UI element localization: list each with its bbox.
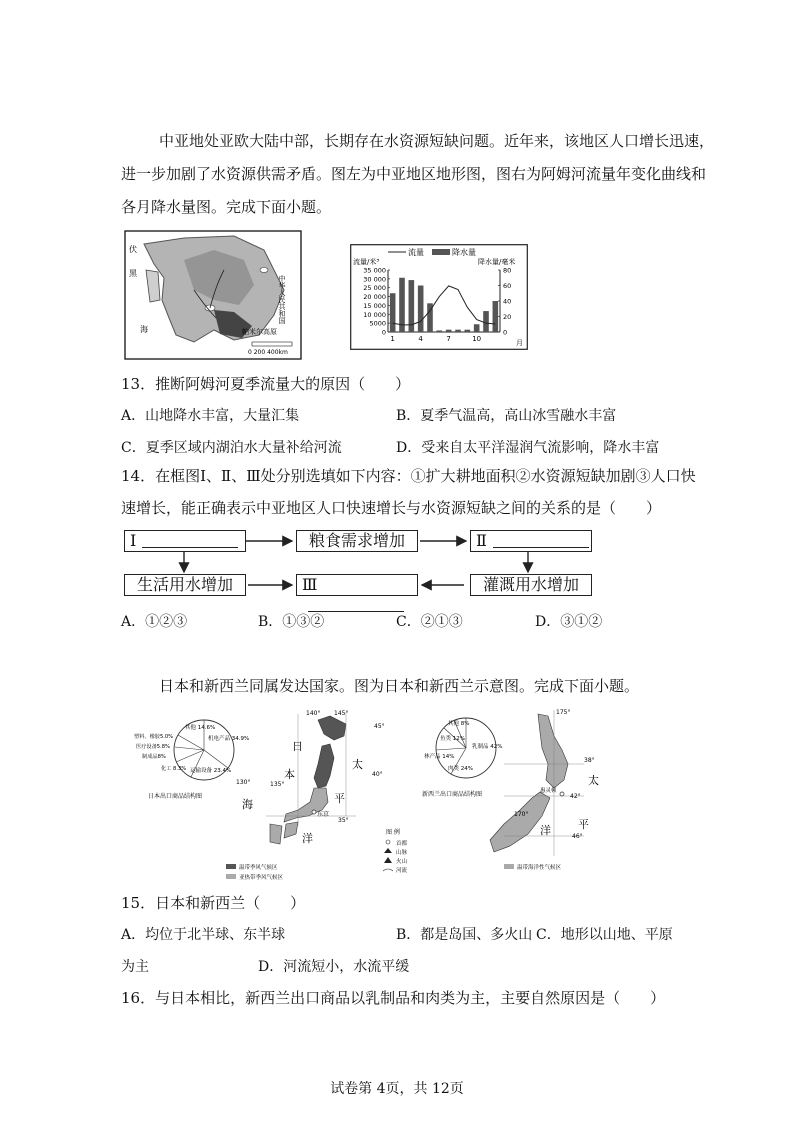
jp-35: 35° [338,817,349,824]
jp-legend-mountain: 山脉 [396,850,408,856]
subtropical-swatch [226,874,236,879]
right-tick-label: 40 [503,297,512,306]
legend-precip-label: 降水量 [452,248,476,257]
jp-145: 145° [334,710,349,717]
left-tick-label: 20 000 [363,293,386,302]
q14-option-d[interactable]: D．③①② [535,614,603,630]
precip-bar [455,330,461,332]
nz-pie-forest: 林产品 14% [424,754,455,760]
nz-pie-fish: 鱼类 12% [440,736,465,742]
right-unit: 降水量/毫米 [478,258,516,266]
nz-wellington: 惠灵顿 [540,788,557,794]
jp-ping: 平 [334,792,345,805]
wellington-capital-icon [560,792,564,796]
right-tick-label: 60 [503,282,512,290]
left-tick-label: 35 000 [363,266,386,275]
nz-46: 46° [572,833,583,840]
q15-option-c-continued: 为主 [121,959,149,975]
precip-bar [483,311,489,332]
precip-bar [437,330,443,332]
box-domestic-water: 生活用水增加 [124,574,246,596]
nz-climate: 温带海洋性气候区 [517,865,562,871]
amu-darya-chart [350,244,528,350]
nz-42: 42° [570,793,581,800]
left-tick-label: 5000 [369,319,386,328]
jp-legend-title: 图 例 [386,829,400,836]
q13-option-a[interactable]: A．山地降水丰富，大量汇集 [121,408,300,424]
jp-tai: 太 [352,758,363,771]
right-tick-label: 0 [503,328,508,337]
q14-line1: 14．在框图Ⅰ、Ⅱ、Ⅲ处分别选填如下内容：①扩大耕地面积②水资源短缺加剧③人口快 [121,467,696,485]
jp-legend-capital: 首都 [396,841,408,847]
q15-option-d[interactable]: D．河流短小，水流平缓 [258,959,410,975]
box-ii: Ⅱ [470,530,592,552]
x-unit: 月 [516,339,523,347]
jp-45: 45° [374,723,385,730]
x-tick-label: 10 [472,335,482,343]
x-tick-label: 4 [418,335,423,343]
intro1-line3: 各月降水量图。完成下面小题。 [121,198,332,216]
left-tick-label: 10 000 [363,310,386,319]
left-tick-label: 30 000 [363,275,386,284]
map1-label-4: 中华人民共和国 [278,275,286,324]
intro1-line2: 进一步加剧了水资源供需矛盾。图左为中亚地区地形图，图右为阿姆河流量年变化曲线和 [121,165,707,183]
nz-38: 38° [584,757,595,764]
mountain-icon [384,848,392,853]
precip-bar [465,330,471,332]
left-tick-label: 0 [381,328,386,337]
q15-option-b[interactable]: B．都是岛国、多火山 [396,927,533,943]
map1-label-0: 伏 [129,245,137,254]
nz-ping: 平 [578,818,589,831]
central-asia-map [124,230,302,360]
precip-bar [474,324,480,332]
jp-climate-2: 亚热带季风气候区 [239,875,284,881]
capital-icon [386,840,390,844]
precip-bar [390,293,396,332]
jp-pie-electromech: 机电产品 34.9% [208,736,250,742]
left-unit: 流量/米³ [353,258,380,266]
jp-140: 140° [306,710,321,717]
left-tick-label: 15 000 [363,301,386,310]
jp-tokyo: 东京 [317,811,330,818]
map1-label-1: 黑 [129,269,137,278]
intro2: 日本和新西兰同属发达国家。图为日本和新西兰示意图。完成下面小题。 [159,677,640,695]
nz-map [484,706,602,876]
q13-option-b[interactable]: B．夏季气温高，高山冰雪融水丰富 [396,408,617,424]
jp-ri: 日 [292,740,303,753]
nz-tai: 太 [588,774,599,787]
q14-option-b[interactable]: B．①③② [258,614,325,630]
map1-scale: 0 200 400km [248,349,288,356]
box-i: Ⅰ [124,530,246,552]
q13-stem: 13．推断阿姆河夏季流量大的原因（ ） [121,375,411,393]
oceanic-swatch [504,864,514,869]
volcano-icon [384,857,392,863]
nz-pie-other: 其他 8% [448,721,470,727]
nz-pie-meat: 肉类 24% [448,766,473,772]
jp-pie-medical: 医疗设备5.8% [136,744,170,750]
jp-pie-caption: 日本出口商品结构图 [148,793,203,800]
right-tick-label: 80 [503,266,512,275]
jp-pie-chemical: 化工 8.3% [161,766,187,772]
q13-option-c[interactable]: C．夏季区域内湖泊水大量补给河流 [121,440,342,456]
precip-bar [446,330,452,332]
legend-flow-label: 流量 [408,248,424,257]
river-icon [383,869,393,871]
page-footer: 试卷第 4页，共 12页 [330,1081,464,1097]
q13-option-d[interactable]: D．受来自太平洋湿润气流影响，降水丰富 [396,440,660,456]
jp-pie-transport: 运输设备 23.4% [190,768,232,774]
jp-legend-river: 河流 [396,868,408,874]
q14-option-a[interactable]: A．①②③ [121,614,188,630]
q15-option-a[interactable]: A．均位于北半球、东半球 [121,927,286,943]
jp-135: 135° [270,781,285,788]
temperate-swatch [226,864,236,869]
jp-pie-plastic: 塑料、橡胶5.0% [134,734,174,740]
jp-climate-1: 温带季风气候区 [239,865,278,871]
jp-40: 40° [372,771,383,778]
q15-option-c[interactable]: C．地形以山地、平原 [536,927,673,943]
precip-bar [493,301,499,332]
precip-bar [418,286,424,333]
box-irrigation-water: 灌溉用水增加 [470,574,592,596]
nz-yang: 洋 [540,824,551,837]
intro1-line1: 中亚地处亚欧大陆中部，长期存在水资源短缺问题。近年来，该地区人口增长迅速， [159,132,715,150]
jp-pie-other: 其他 14.6% [185,725,216,731]
jp-yang: 洋 [302,832,313,845]
legend-precip-swatch [432,249,450,255]
jp-pie-manufactured: 制成品8% [142,754,166,760]
right-tick-label: 20 [503,313,512,321]
nz-pie-caption: 新西兰出口商品结构图 [422,791,483,798]
x-tick-label: 7 [446,335,451,343]
q16-stem: 16．与日本相比，新西兰出口商品以乳制品和肉类为主，主要自然原因是（ ） [121,989,666,1007]
tokyo-capital-icon [312,810,316,814]
box-iii: Ⅲ [296,574,418,596]
precip-bar [399,278,405,332]
x-tick-label: 1 [390,335,395,343]
nz-175: 175° [556,709,571,716]
q15-stem: 15．日本和新西兰（ ） [121,894,306,912]
q14-line2: 速增长，能正确表示中亚地区人口快速增长与水资源短缺之间的关系的是（ ） [121,499,662,517]
q14-option-c[interactable]: C．②①③ [396,614,463,630]
nz-pie-dairy: 乳制品 42% [472,744,503,750]
left-tick-label: 25 000 [363,284,386,293]
jp-legend-volcano: 火山 [396,859,408,865]
box-grain-demand: 粮食需求增加 [296,530,418,552]
jp-ben: 本 [284,768,295,781]
map1-label-3: 帕米尔高原 [242,328,277,336]
jp-hai: 海 [242,798,253,811]
jp-130: 130° [236,779,251,786]
nz-170: 170° [514,811,529,818]
map1-label-2: 海 [140,325,148,334]
japan-map [226,706,416,886]
